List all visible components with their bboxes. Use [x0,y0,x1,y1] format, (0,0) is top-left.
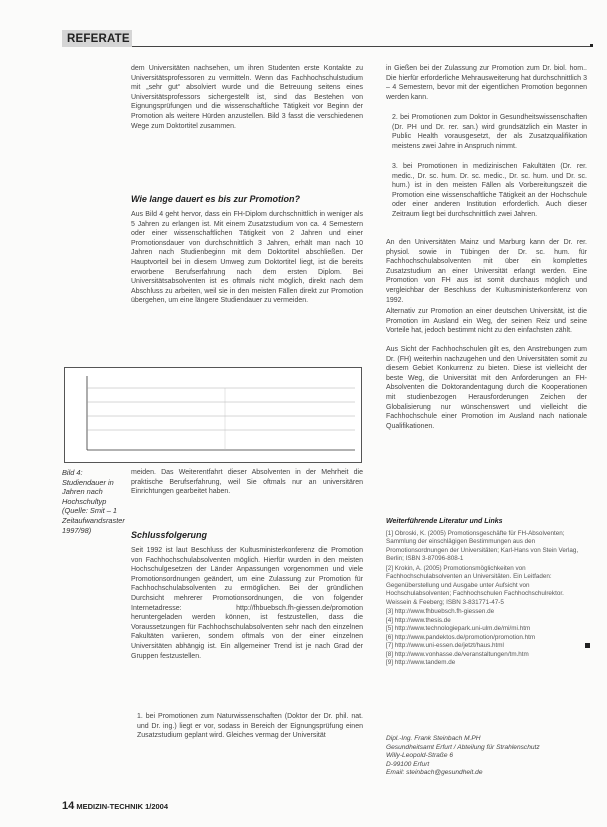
literature-link[interactable]: [4] http://www.thesis.de [386,617,451,624]
literature-heading: Weiterführende Literatur und Links [386,518,503,525]
paragraph-giessen: in Gießen bei der Zulassung zur Promotion zum Dr. biol. hom.. Die hierfür erforderliche Mehrausweiterung hat durchschnittlich 3 – 4 Semestern, bevor mit der eigentlichen Promotion begonnen werden kann. [386,65,587,101]
list-item-3: 3. bei Promotionen in medizinischen Fakultäten (Dr. rer. medic., Dr. sc. hum. Dr. sc. medic., Dr. sc. hum. und Dr. sc. hum.) ist in den meisten Fällen als Vorbereitungszeit die Promotion eine wissenschaftliche Tätigkeit an der Hochschule oder einer anderen Institution erforderlich. Auch dieser Zeitraum liegt bei durchschnittlich zwei Jahren. [392,163,587,218]
end-of-article-mark [585,643,590,648]
literature-link[interactable]: [6] http://www.pandektos.de/promotion/promotion.htm [386,634,536,641]
paragraph-duration: Aus Bild 4 geht hervor, dass ein FH-Diplom durchschnittlich in weniger als 5 Jahren zu erlangen ist. Mit einem Zusatzstudium von ca. 4 Semestern oder einer wissenschaftlichen Tätigkeit von 2 Jahren und einer Promotionsdauer von durchschnittlich 3 Jahren, erhält man nach 10 Jahren nach Studienbeginn mit dem Doktortitel abschließen. Der Hauptvorteil bei in diesem Umweg zum Doktortitel liegt, ist die bereits erworbene Berufserfahrung nach dem ersten Diplom. Bei Universitätsabsolventen ist es oftmals nicht möglich, direkt nach dem Abschluss zu arbeiten, weil sie in den meisten Fällen direkt zur Promotion übergehen, um eine längere Studiendauer zu vermeiden. [131,211,363,305]
figure-4-chart [64,367,362,463]
figure-caption: Bild 4: Studiendauer in Jahren nach Hochschultyp (Quelle: Smit – 1 Zeitaufwandsraster 1997/98) [62,468,125,535]
author-street: Willy-Leopold-Straße 6 [386,752,454,760]
literature-item: [1] Obroski, K. (2005) Promotionsgeschäfte für FH-Absolventen; Sammlung der einschlägigen Bestimmungen aus den Promotionsordnungen der Universitäten; Karl-Hans von Stein Verlag, Berlin; ISBN 3-87096-808-1 [386,530,579,563]
section-title: REFERATE [67,33,130,45]
list-item-1: 1. bei Promotionen zum Naturwissenschaften (Doktor der Dr. phil. nat. und Dr. ing.) liegt er vor, sodass in Bereich der Eignungsprüfung einen Zusatzstudium geplant wird. Gleiches vermag der Universität [137,713,363,740]
page-number: 14 [62,800,75,812]
literature-link[interactable]: [5] http://www.technologiepark.uni-ulm.de/mi/mi.htm [386,625,531,632]
header-rule [132,46,592,47]
author-city: D-99100 Erfurt [386,760,430,768]
literature-item: [2] Krokin, A. (2005) Promotionsmöglichkeiten von Fachhochschulabsolventen an Universitäten. Ein Leitfaden: Gegenüberstellung und Ausgabe unter Aufsicht von Hochschulabsolventen; Fachhochschulen Fachhochschulrektor. Weissein & Feeberg; ISBN 3-831771-47-5 [386,565,564,606]
list-item-2: 2. bei Promotionen zum Doktor in Gesundheitswissenschaften (Dr. PH und Dr. rer. san.) wird grundsätzlich ein Master in Public Health vorausgesetzt, der als Zusatzqualifikation meistens zwei Jahre in Anspruch nimmt. [392,114,587,150]
heading-promotion-duration: Wie lange dauert es bis zur Promotion? [131,194,300,204]
paragraph-experience: meiden. Das Weiterentfahrt dieser Absolventen in der Mehrheit die praktische Berufserfahrung, weil Sie oftmals nur an universitären Einrichtungen gearbeitet haben. [131,469,363,496]
literature-link[interactable]: [3] http://www.fhbuebsch.fh-giessen.de [386,608,495,615]
author-email[interactable]: Email: steinbach@gesundheit.de [386,769,483,777]
author-name: Dipl.-Ing. Frank Steinbach M.PH [386,735,481,742]
heading-conclusion: Schlussfolgerung [131,530,208,540]
literature-link[interactable]: [9] http://www.tandem.de [386,659,456,666]
author-affiliation: Gesundheitsamt Erfurt / Abteilung für Strahlenschutz [386,743,540,751]
journal-name: MEDIZIN-TECHNIK 1/2004 [76,802,169,811]
chart-plot [65,368,361,462]
paragraph-conclusion: Seit 1992 ist laut Beschluss der Kultusministerkonferenz die Promotion von Fachhochschulabsolventen möglich. Hierfür wurden in den meisten Hochschulgesetzen der Länder Anpassungen vorgenommen und viele Promotionsordnungen geändert, um eine Zulassung zur Promotion für Fachhochschulabsolventen zu ermöglichen. Bei der gründlichen Durchsicht mehrerer Promotionsordnungen, die von folgender Internetadresse: http://fhbuebsch.fh-giessen.de/promotion heruntergeladen werden können, ist festzustellen, dass die Voraussetzungen für Fachhochschulabsolventen sehr nach den einzelnen Fakultäten variieren, sondern oftmals von der einer einzelnen Universitäten abhängig ist. Ein allgemeiner Trend ist je nach Grad der Gruppen festzustellen. [131,547,363,660]
paragraph-outlook: Aus Sicht der Fachhochschulen gilt es, den Anstrebungen zum Dr. (FH) weiterhin nachzugehen und den Universitäten somit zu diesem Gebiet Konkurrenz zu bieten. Diese ist vielleicht der beste Weg, die Universität mit den Anforderungen an FH-Absolventen die Doktorandentagung durch die Kooperationen mit studienbezogen Herausforderungen Zeichen der Globalisierung nur wünschenswert und vielleicht die Fachhochschule einer Promotion im Ausland nach nationale Qualifikationen. [386,346,587,430]
author-info [386,735,587,778]
literature-link[interactable]: [8] http://www.vonhasse.de/veranstaltungen/tm.htm [386,651,529,658]
paragraph-universities: An den Universitäten Mainz und Marburg kann der Dr. rer. physiol. sowie in Tübingen der Dr. sc. hum. für Fachhochschulabsolventen mit über ein komplettes Zusatzstudium an einer Universität erlangt werden. Eine Promotion von FH aus ist somit durchaus möglich und vergleichbar der Beschluss der Kultusministerkonferenz von 1992. [386,239,587,304]
header-mark [590,44,593,47]
literature-link[interactable]: [7] http://www.uni-essen.de/jetzt/haus.html [386,642,504,649]
paragraph-abroad: Alternativ zur Promotion an einer deutschen Universität, ist die Promotion im Ausland ein Weg, der seinen Reiz und seine Vorteile hat, jedoch bestimmt nicht zu den einfachsten zählt. [386,308,587,335]
paragraph-intro: dem Universitäten nachsehen, um ihren Studenten erste Kontakte zu Universitätsprofessoren zu vermitteln. Wenn das Fachhochschulstudium mit „sehr gut“ absolviert wurde und die Betreuung seitens eines Universitätsprofessors sichergestellt ist, sind das Bestehen von Eignungsprüfungen und die wissenschaftliche Tätigkeit vor Beginn der Promotion als weitere Hürden anzustellen. Bild 3 fasst die verschiedenen Wege zum Doktortitel zusammen. [131,65,363,130]
page-footer [62,800,168,812]
